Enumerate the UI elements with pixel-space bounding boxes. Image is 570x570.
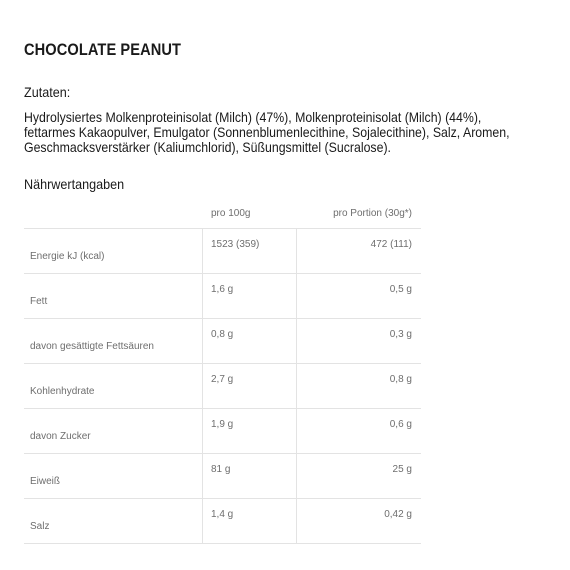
column-divider bbox=[202, 409, 203, 453]
value-per-100g: 2,7 g bbox=[211, 374, 234, 385]
column-header-per-portion: pro Portion (30g*) bbox=[333, 208, 412, 219]
value-per-100g: 1,4 g bbox=[211, 509, 234, 520]
ingredients-line: Hydrolysiertes Molkenproteinisolat (Milch) (47%), Molkenproteinisolat (Milch) (44%), bbox=[24, 109, 482, 125]
value-per-100g: 1,9 g bbox=[211, 419, 234, 430]
table-header-row bbox=[24, 200, 421, 229]
value-per-portion: 0,8 g bbox=[389, 374, 412, 385]
product-title: CHOCOLATE PEANUT bbox=[24, 40, 182, 59]
column-divider bbox=[202, 499, 203, 543]
column-divider bbox=[296, 274, 297, 318]
column-divider bbox=[202, 364, 203, 408]
value-per-portion: 0,5 g bbox=[389, 284, 412, 295]
column-header-per-100g: pro 100g bbox=[211, 208, 251, 219]
table-row bbox=[24, 499, 421, 544]
nutrient-label: Energie kJ (kcal) bbox=[30, 251, 105, 262]
ingredients-text bbox=[24, 110, 526, 155]
column-divider bbox=[296, 499, 297, 543]
column-divider bbox=[296, 229, 297, 273]
value-per-portion: 25 g bbox=[392, 464, 412, 475]
table-row bbox=[24, 454, 421, 499]
column-divider bbox=[202, 319, 203, 363]
nutrient-label: Salz bbox=[30, 521, 50, 532]
nutrient-label: davon gesättigte Fettsäuren bbox=[30, 341, 154, 352]
column-divider bbox=[296, 319, 297, 363]
column-divider bbox=[296, 364, 297, 408]
value-per-portion: 0,42 g bbox=[384, 509, 412, 520]
nutrition-table bbox=[24, 200, 421, 544]
column-divider bbox=[202, 229, 203, 273]
column-divider bbox=[296, 409, 297, 453]
value-per-100g: 1,6 g bbox=[211, 284, 234, 295]
ingredients-heading: Zutaten: bbox=[24, 84, 71, 100]
column-divider bbox=[296, 454, 297, 498]
nutrient-label: Fett bbox=[30, 296, 48, 307]
nutrient-label: Kohlenhydrate bbox=[30, 386, 95, 397]
value-per-portion: 472 (111) bbox=[370, 239, 412, 250]
nutrient-label: Eiweiß bbox=[30, 476, 61, 487]
column-divider bbox=[202, 454, 203, 498]
table-row bbox=[24, 274, 421, 319]
value-per-portion: 0,6 g bbox=[389, 419, 412, 430]
table-row bbox=[24, 409, 421, 454]
table-row bbox=[24, 364, 421, 409]
value-per-100g: 1523 (359) bbox=[211, 239, 260, 250]
nutrient-label: davon Zucker bbox=[30, 431, 91, 442]
value-per-100g: 81 g bbox=[211, 464, 231, 475]
ingredients-line: Geschmacksverstärker (Kaliumchlorid), Süßungsmittel (Sucralose). bbox=[24, 139, 391, 155]
value-per-100g: 0,8 g bbox=[211, 329, 234, 340]
table-row bbox=[24, 229, 421, 274]
nutrition-heading: Nährwertangaben bbox=[24, 176, 125, 192]
column-divider bbox=[202, 274, 203, 318]
value-per-portion: 0,3 g bbox=[389, 329, 412, 340]
table-row bbox=[24, 319, 421, 364]
ingredients-line: fettarmes Kakaopulver, Emulgator (Sonnenblumenlecithine, Sojalecithine), Salz, Aromen, bbox=[24, 124, 510, 140]
